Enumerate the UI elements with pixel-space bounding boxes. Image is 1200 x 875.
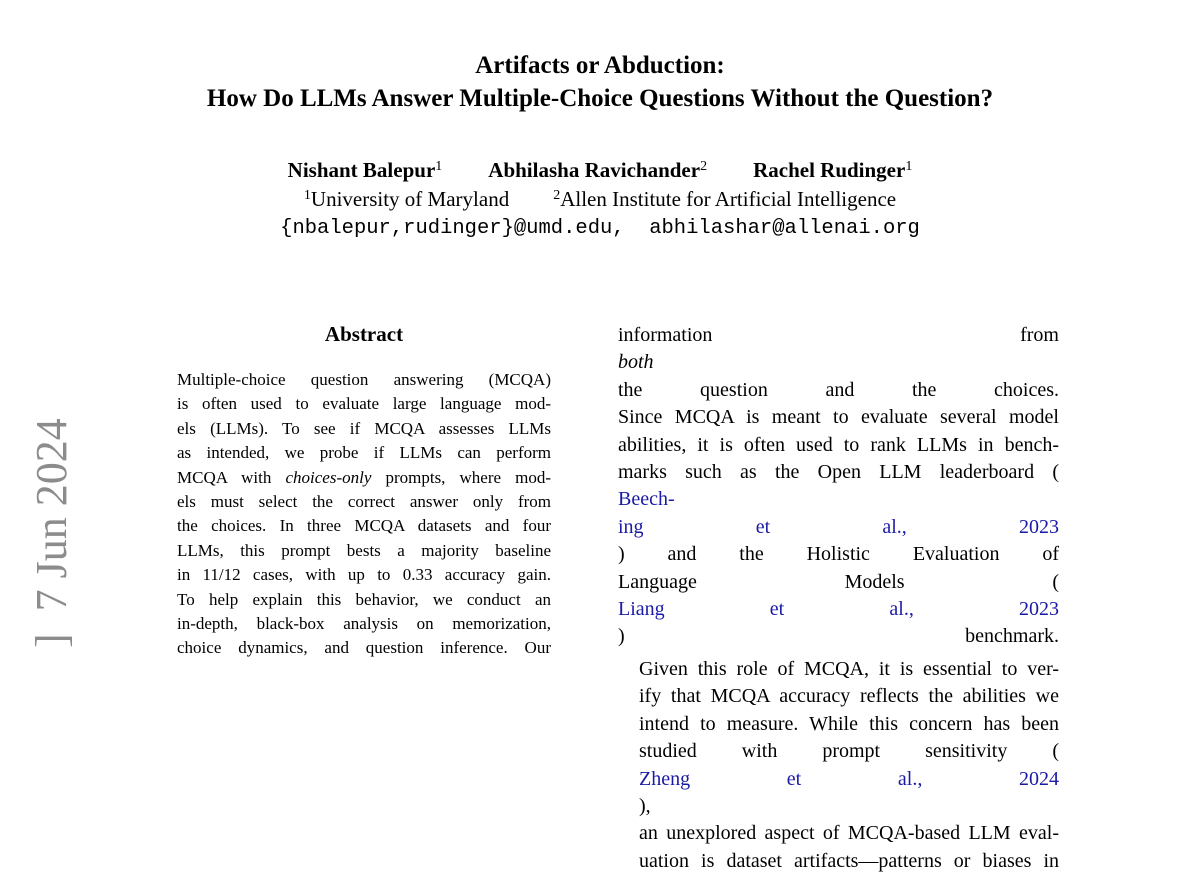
- author-affil-marker: 2: [700, 159, 708, 174]
- text: ),: [639, 794, 651, 817]
- affil-marker: 1: [303, 188, 311, 203]
- paragraph: [618, 656, 1059, 875]
- abstract-heading: Abstract: [324, 322, 404, 346]
- author-name: Nishant Balepur: [287, 158, 436, 182]
- abstract-line: choice dynamics, and question inference. Our: [177, 638, 551, 658]
- citation-link[interactable]: ing et al., 2023: [618, 515, 1059, 538]
- title-line-2: How Do LLMs Answer Multiple-Choice Questions Without the Question?: [206, 85, 994, 112]
- paragraph: [618, 322, 1059, 651]
- paper-title: [0, 49, 1200, 115]
- text: studied with prompt sensitivity (: [639, 740, 1059, 763]
- affiliation: University of Maryland: [310, 187, 510, 211]
- citation-link[interactable]: Zheng et al., 2024: [639, 767, 1059, 790]
- text-line: Since MCQA is meant to evaluate several model: [618, 406, 1059, 429]
- author-emails: {nbalepur,rudinger}@umd.edu, abhilashar@allenai.org: [280, 217, 920, 240]
- affil-marker: 2: [553, 188, 561, 203]
- emphasis: both: [618, 351, 654, 374]
- text: ) and the Holistic Evaluation of: [618, 543, 1059, 566]
- abstract-body: [177, 368, 551, 661]
- text: the question and the choices.: [618, 378, 1059, 401]
- abstract-line: els must select the correct answer only from: [177, 492, 551, 512]
- text-line: abilities, it is often used to rank LLMs in bench-: [618, 433, 1059, 456]
- abstract-line: To help explain this behavior, we conduct an: [177, 589, 551, 609]
- abstract-line: els (LLMs). To see if MCQA assesses LLMs: [177, 418, 551, 438]
- abstract-line: the choices. In three MCQA datasets and four: [177, 516, 551, 536]
- text: Language Models (: [618, 570, 1059, 593]
- affiliation: Allen Institute for Artificial Intelligence: [560, 187, 897, 211]
- title-line-1: Artifacts or Abduction:: [475, 52, 725, 79]
- author-block: [0, 156, 1200, 243]
- abstract-line: MCQA with choices-only prompts, where mod-: [177, 467, 552, 487]
- emphasis: choices-only: [285, 467, 372, 487]
- text-line: an unexplored aspect of MCQA-based LLM eval-: [639, 822, 1059, 845]
- author-name: Abhilasha Ravichander: [488, 158, 701, 182]
- intro-column: [618, 322, 1059, 875]
- author-name: Rachel Rudinger: [753, 158, 906, 182]
- abstract-line: as intended, we probe if LLMs can perform: [177, 443, 551, 463]
- text: information from: [618, 324, 1059, 346]
- text-line: Given this role of MCQA, it is essential to ver-: [639, 657, 1059, 680]
- author-affil-marker: 1: [905, 159, 913, 174]
- affiliations: [0, 185, 1200, 214]
- abstract-line: in 11/12 cases, with up to 0.33 accuracy gain.: [177, 565, 551, 585]
- author-names: [0, 156, 1200, 185]
- text-line: ify that MCQA accuracy reflects the abilities we: [639, 685, 1059, 708]
- text-line: intend to measure. While this concern has been: [639, 712, 1059, 735]
- abstract-line: Multiple-choice question answering (MCQA): [177, 370, 551, 389]
- text: ) benchmark.: [618, 625, 1059, 648]
- citation-link[interactable]: Beech-: [618, 488, 675, 511]
- arxiv-side-stamp: ] 7 Jun 2024: [27, 418, 76, 648]
- abstract-line: in-depth, black-box analysis on memorization,: [177, 614, 551, 634]
- citation-link[interactable]: Liang et al., 2023: [618, 598, 1059, 621]
- author-affil-marker: 1: [435, 159, 443, 174]
- abstract-line: is often used to evaluate large language mod-: [177, 394, 551, 414]
- text: marks such as the Open LLM leaderboard (: [618, 461, 1059, 484]
- abstract-line: LLMs, this prompt bests a majority baseline: [177, 540, 551, 560]
- arxiv-date: 7 Jun 2024: [27, 418, 76, 612]
- text-line: uation is dataset artifacts—patterns or biases in: [639, 849, 1059, 872]
